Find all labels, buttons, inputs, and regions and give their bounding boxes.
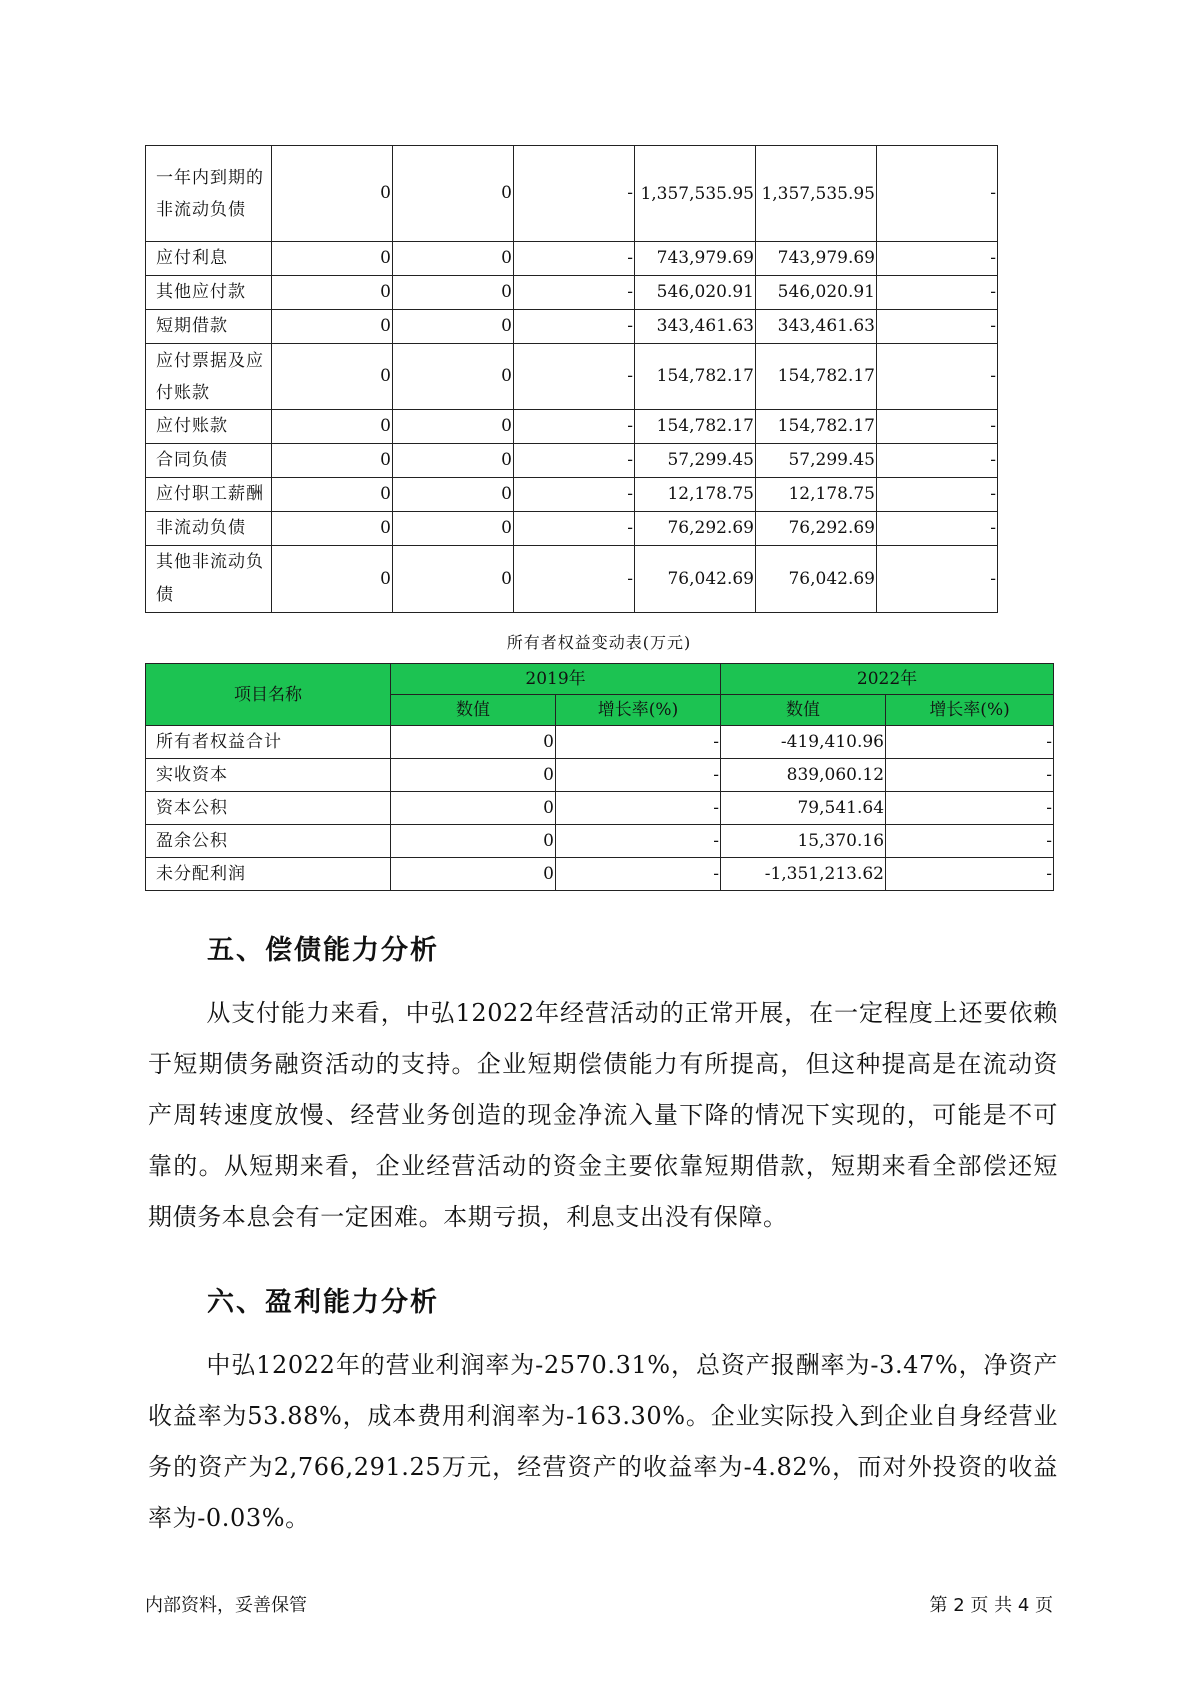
cell-value: 0 [393,310,514,344]
cell-value: 0 [272,512,393,546]
cell-value: 0 [272,478,393,512]
cell-value: - [514,344,635,410]
cell-value: 154,782.17 [635,410,756,444]
cell-value: 0 [393,276,514,310]
table-row [146,478,998,512]
table-row [146,344,998,410]
cell-value: 57,299.45 [756,444,877,478]
section-paragraph-solvency [148,988,1058,1243]
liabilities-table-body [146,146,998,613]
cell-value: 79,541.64 [721,792,886,825]
cell-value: - [877,310,998,344]
row-label: 应付利息 [146,242,272,276]
row-label: 资本公积 [146,792,391,825]
cell-value: - [514,276,635,310]
cell-value: 0 [272,444,393,478]
cell-value: -419,410.96 [721,726,886,759]
cell-value: - [514,444,635,478]
cell-value: - [877,344,998,410]
header-year-2019: 2019年 [391,664,721,695]
row-label: 其他非流动负债 [146,546,272,613]
cell-value: - [877,276,998,310]
row-label: 合同负债 [146,444,272,478]
cell-value: - [877,410,998,444]
cell-value: 0 [272,546,393,613]
header-growth-2019: 增长率(%) [556,695,721,726]
cell-value: 1,357,535.95 [635,146,756,242]
equity-table-caption: 所有者权益变动表(万元) [506,633,692,652]
section-paragraph-profitability [148,1340,1058,1544]
cell-value: 76,042.69 [756,546,877,613]
table-row [146,726,1054,759]
cell-value: 839,060.12 [721,759,886,792]
cell-value: 546,020.91 [635,276,756,310]
header-year-2022: 2022年 [721,664,1054,695]
cell-value: - [877,512,998,546]
header-item-name: 项目名称 [146,664,391,726]
cell-value: 0 [393,512,514,546]
table-row [146,512,998,546]
cell-value: 0 [391,858,556,891]
cell-value: 0 [393,546,514,613]
cell-value: 0 [272,310,393,344]
row-label: 应付票据及应付账款 [146,344,272,410]
solvency-text: 从支付能力来看，中弘12022年经营活动的正常开展，在一定程度上还要依赖于短期债务融资活动的支持。企业短期偿债能力有所提高，但这种提高是在流动资产周转速度放慢、经营业务创造的现金净流入量下降的情况下实现的，可能是不可靠的。从短期来看，企业经营活动的资金主要依靠短期借款，短期来看全部偿还短期债务本息会有一定困难。本期亏损，利息支出没有保障。 [148,999,1058,1231]
cell-value: 12,178.75 [635,478,756,512]
cell-value: 0 [391,825,556,858]
cell-value: - [877,146,998,242]
table-row [146,759,1054,792]
cell-value: 1,357,535.95 [756,146,877,242]
table-row [146,444,998,478]
cell-value: 12,178.75 [756,478,877,512]
table-row [146,146,998,242]
cell-value: -1,351,213.62 [721,858,886,891]
liabilities-table [145,145,998,613]
cell-value: - [877,444,998,478]
table-row [146,792,1054,825]
cell-value: 15,370.16 [721,825,886,858]
header-growth-2022: 增长率(%) [886,695,1054,726]
cell-value: - [514,546,635,613]
cell-value: - [877,242,998,276]
row-label: 所有者权益合计 [146,726,391,759]
cell-value: 0 [272,146,393,242]
row-label: 应付账款 [146,410,272,444]
cell-growth: - [886,792,1054,825]
table-row [146,242,998,276]
cell-value: 0 [391,726,556,759]
row-label: 非流动负债 [146,512,272,546]
cell-value: - [514,478,635,512]
section-heading-profitability: 六、盈利能力分析 [207,1287,439,1318]
cell-value: 0 [393,146,514,242]
cell-growth: - [556,726,721,759]
cell-value: - [514,410,635,444]
cell-value: - [514,512,635,546]
cell-growth: - [886,825,1054,858]
table-row [146,310,998,344]
cell-growth: - [556,759,721,792]
cell-growth: - [556,825,721,858]
cell-value: 0 [393,242,514,276]
row-label: 实收资本 [146,759,391,792]
cell-value: 0 [393,410,514,444]
equity-table-body [146,726,1054,891]
table-row [146,410,998,444]
cell-value: - [514,310,635,344]
cell-value: 0 [393,444,514,478]
cell-value: 154,782.17 [756,410,877,444]
cell-value: - [877,478,998,512]
cell-value: 0 [272,410,393,444]
profitability-text: 中弘12022年的营业利润率为-2570.31%，总资产报酬率为-3.47%，净资产收益率为53.88%，成本费用利润率为-163.30%。企业实际投入到企业自身经营业务的资产为2,766,291.25万元，经营资产的收益率为-4.82%，而对外投资的收益率为-0.03%。 [148,1351,1058,1532]
row-label: 一年内到期的非流动负债 [146,146,272,242]
cell-growth: - [886,726,1054,759]
cell-value: 743,979.69 [756,242,877,276]
cell-value: 343,461.63 [756,310,877,344]
cell-growth: - [556,792,721,825]
cell-value: 57,299.45 [635,444,756,478]
cell-growth: - [886,858,1054,891]
cell-value: 76,292.69 [635,512,756,546]
cell-value: - [514,242,635,276]
equity-table [145,663,1054,891]
cell-value: 0 [391,792,556,825]
cell-value: 154,782.17 [756,344,877,410]
cell-value: 343,461.63 [635,310,756,344]
cell-value: 0 [272,242,393,276]
row-label: 其他应付款 [146,276,272,310]
row-label: 未分配利润 [146,858,391,891]
header-value-2022: 数值 [721,695,886,726]
cell-value: - [514,146,635,242]
section-heading-solvency: 五、偿债能力分析 [207,935,439,966]
cell-value: 0 [272,276,393,310]
table-row [146,858,1054,891]
cell-value: 0 [393,344,514,410]
cell-value: - [877,546,998,613]
cell-value: 0 [272,344,393,410]
cell-growth: - [556,858,721,891]
cell-value: 0 [393,478,514,512]
table-row [146,825,1054,858]
cell-growth: - [886,759,1054,792]
table-row [146,276,998,310]
cell-value: 154,782.17 [635,344,756,410]
header-value-2019: 数值 [391,695,556,726]
cell-value: 546,020.91 [756,276,877,310]
row-label: 应付职工薪酬 [146,478,272,512]
cell-value: 0 [391,759,556,792]
footer-confidential: 内部资料，妥善保管 [145,1595,307,1616]
cell-value: 743,979.69 [635,242,756,276]
table-row [146,546,998,613]
row-label: 短期借款 [146,310,272,344]
row-label: 盈余公积 [146,825,391,858]
cell-value: 76,292.69 [756,512,877,546]
cell-value: 76,042.69 [635,546,756,613]
footer-page-number: 第 2 页 共 4 页 [929,1595,1053,1616]
